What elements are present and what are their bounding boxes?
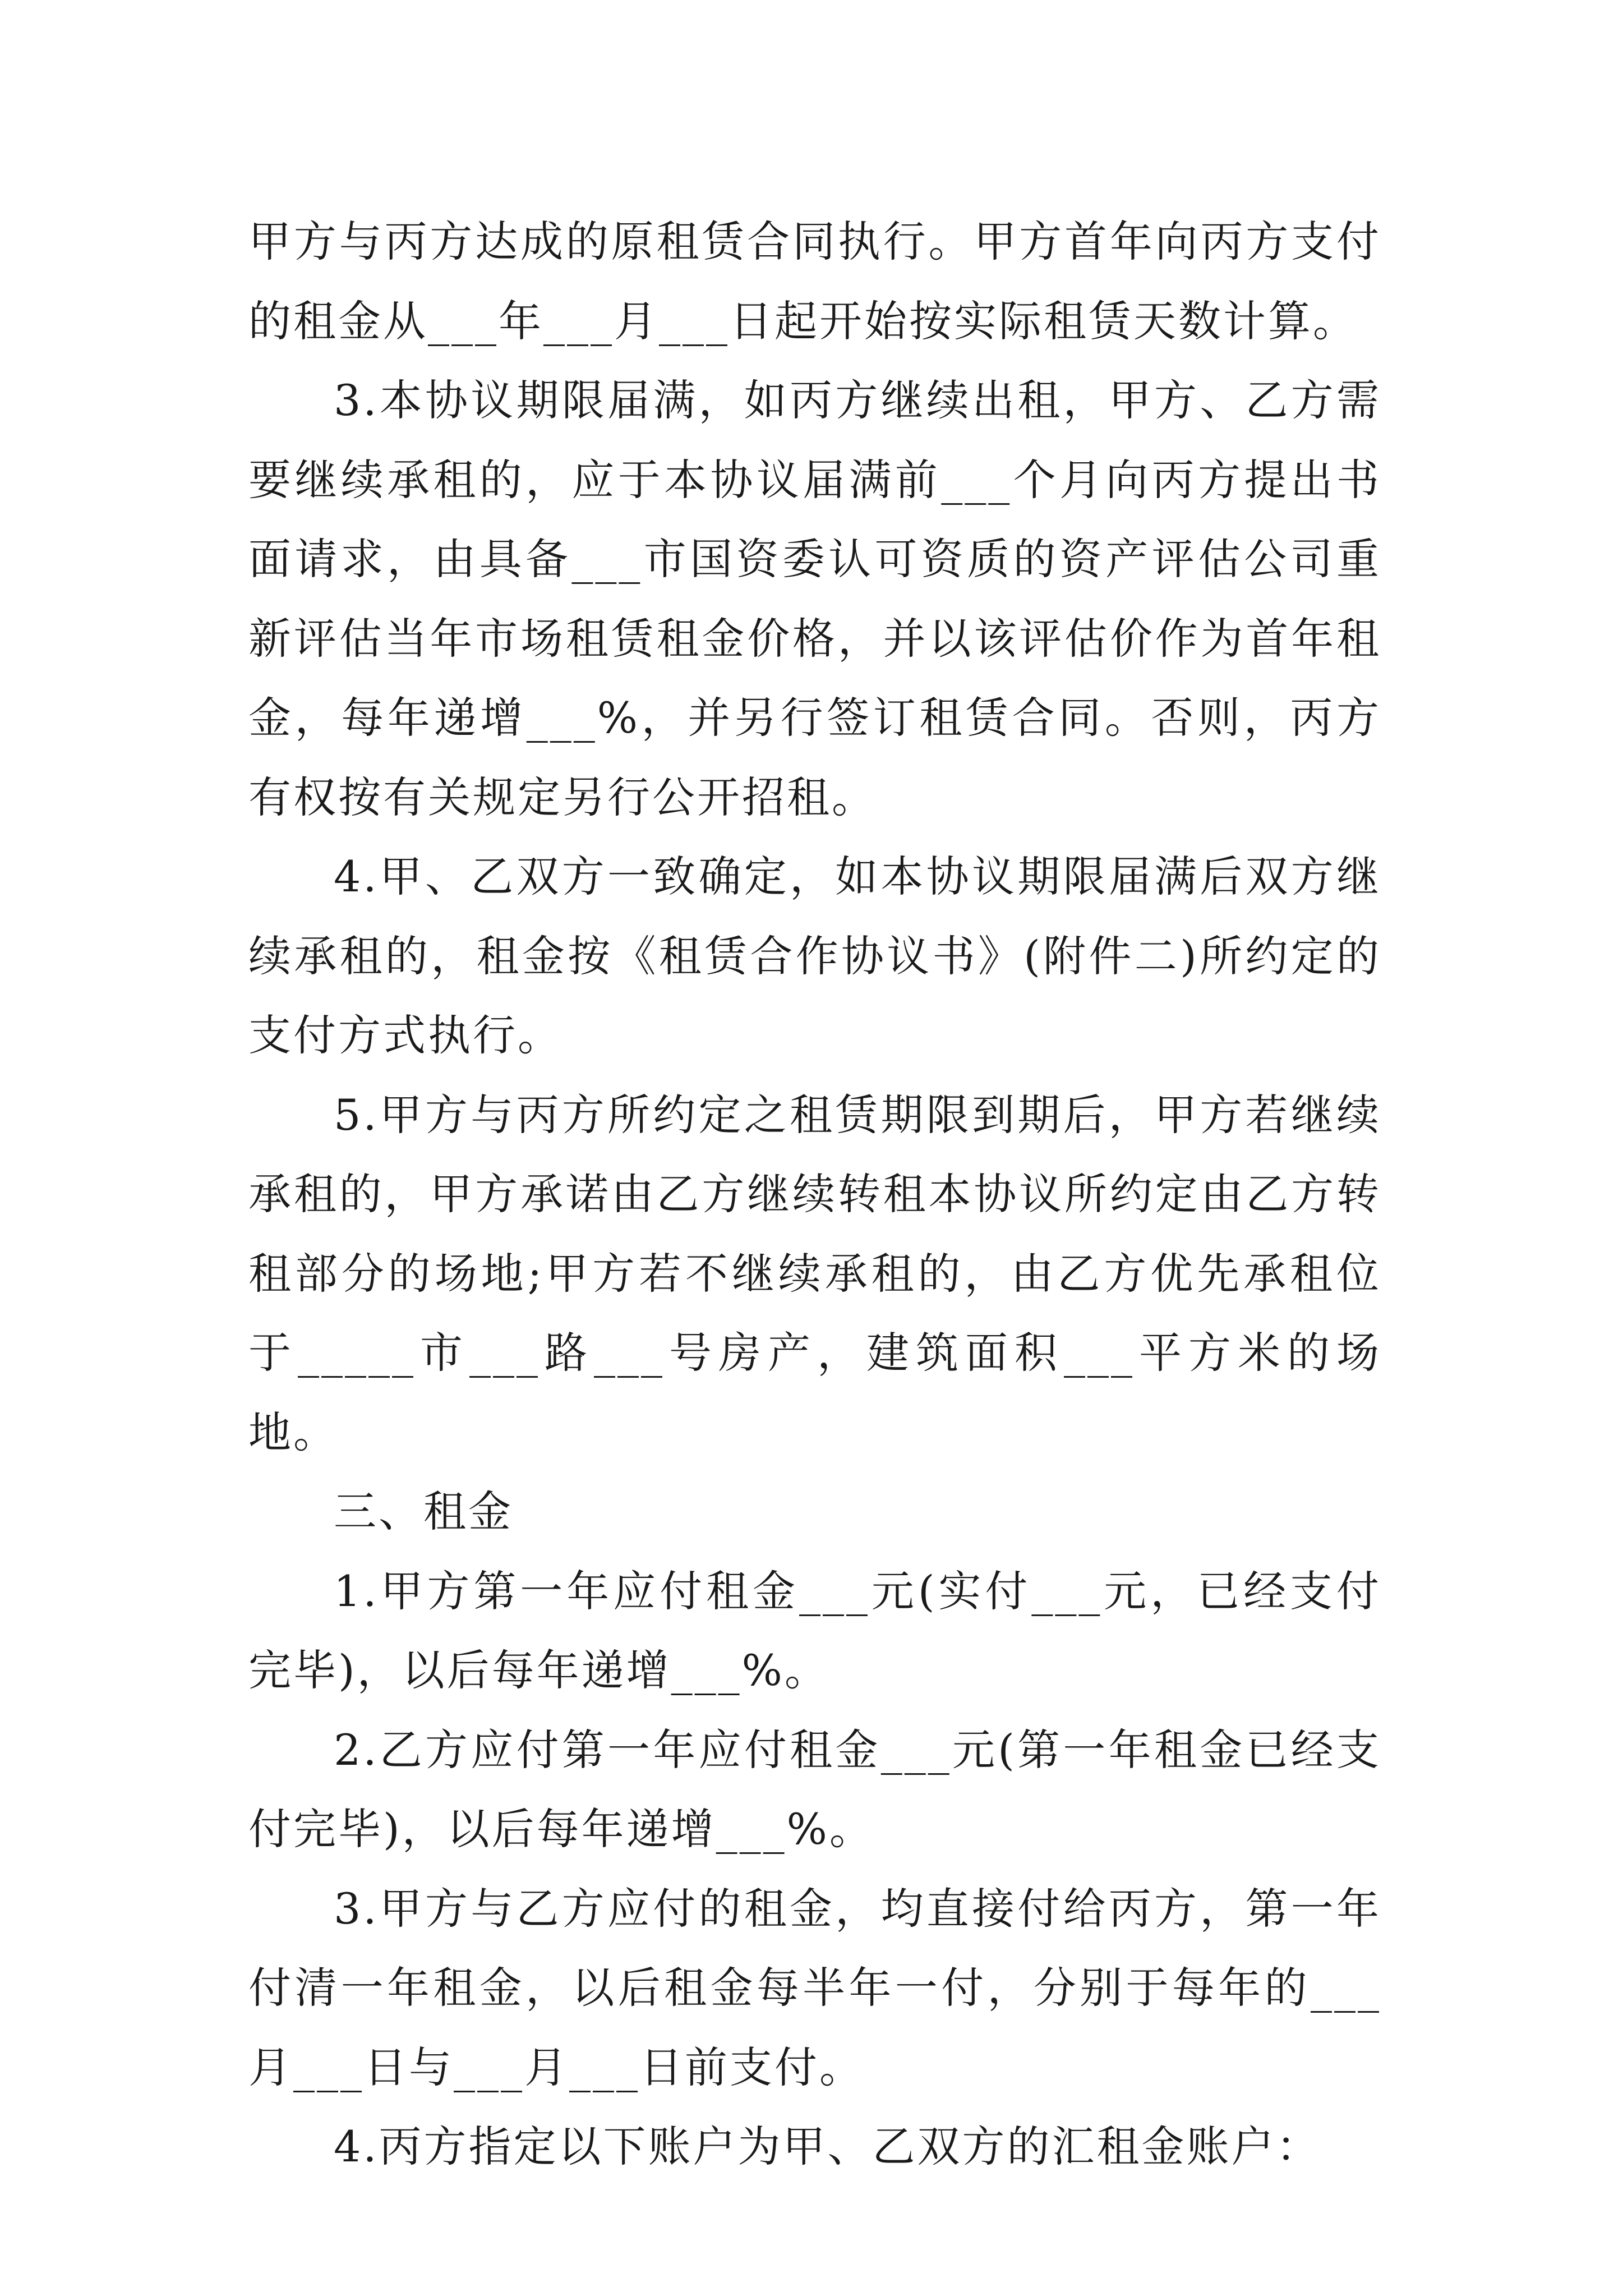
paragraph-rent-start: 甲方与丙方达成的原租赁合同执行。甲方首年向丙方支付的租金从___年___月___日起开始按实际租赁天数计算。 (248, 217, 1381, 346)
paragraph-party-a-rent: 1.甲方第一年应付租金___元(实付___元，已经支付完毕)，以后每年递增___%。 (248, 1566, 1381, 1695)
paragraph-party-b-rent: 2.乙方应付第一年应付租金___元(第一年租金已经支付完毕)，以后每年递增___%。 (248, 1724, 1381, 1854)
paragraph-renewal-payment: 4.甲、乙双方一致确定，如本协议期限届满后双方继续承租的，租金按《租赁合作协议书》(附件二)所约定的支付方式执行。 (248, 852, 1381, 1060)
document-body (248, 202, 1381, 2187)
paragraph-payment-schedule: 3.甲方与乙方应付的租金，均直接付给丙方，第一年付清一年租金，以后租金每半年一付，分别于每年的___月___日与___月___日前支付。 (248, 1883, 1381, 2092)
paragraph-renewal-request: 3.本协议期限届满，如丙方继续出租，甲方、乙方需要继续承租的，应于本协议届满前___个月向丙方提出书面请求，由具备___市国资委认可资质的资产评估公司重新评估当年市场租赁租金价格，并以该评估价作为首年租金，每年递增___%，并另行签订租赁合同。否则，丙方有权按有关规定另行公开招租。 (248, 375, 1381, 822)
section-heading-rent: 三、租金 (334, 1487, 513, 1536)
paragraph-rent-account: 4.丙方指定以下账户为甲、乙双方的汇租金账户： (334, 2122, 1321, 2171)
paragraph-sublease-priority: 5.甲方与丙方所约定之租赁期限到期后，甲方若继续承租的，甲方承诺由乙方继续转租本协议所约定由乙方转租部分的场地;甲方若不继续承租的，由乙方优先承租位于_____市___路___号房产，建筑面积___平方米的场地。 (248, 1089, 1381, 1457)
